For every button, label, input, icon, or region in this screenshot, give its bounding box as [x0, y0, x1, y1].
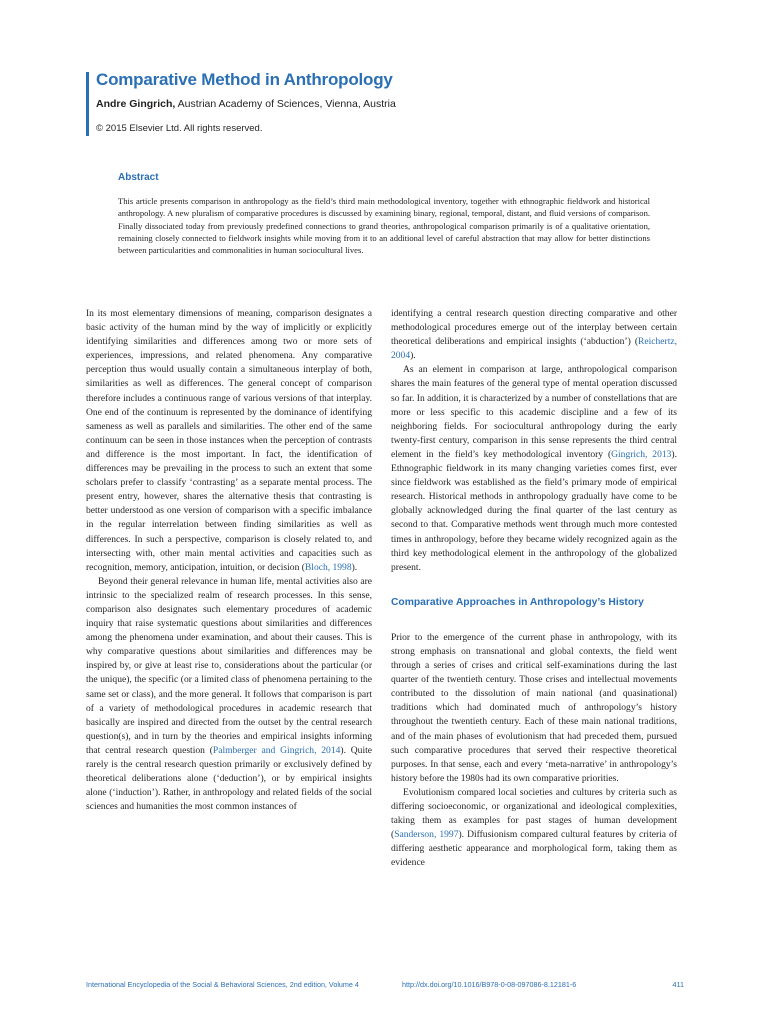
- abstract-heading: Abstract: [118, 172, 159, 183]
- paragraph: [86, 575, 372, 815]
- left-column: [86, 307, 372, 814]
- paragraph: [391, 307, 677, 363]
- article-title: Comparative Method in Anthropology: [96, 70, 393, 89]
- paragraph-text: ).: [351, 561, 358, 573]
- paragraph-text: Evolutionism compared local societies and cultures by criteria such as differing socioeconomic, or organizational and ideological complexities, taking them as examples for past stages of human development (: [391, 786, 677, 841]
- paragraph-text: In its most elementary dimensions of meaning, comparison designates a basic activity of the human mind by the way of implicitly or explicitly identifying similarities and differences among two or more sets of experiences, impressions, and related phenomena. Any comparative perception thus would usually contain a simultaneous interplay of both, similarities as well as differences. The general concept of comparison therefore includes a continuous range of various versions of that interplay. One end of the continuum is represented by the dominance of identifying sameness as well as parallels and similarities. The other end of the same continuum can be seen in those instances when the perception of contrasts and difference is the most important. In fact, the identification of differences may be prevailing in the process to such an extent that some scholars prefer to classify ‘contrasting’ as a separate mental process. The present entry, however, shares the alternative thesis that contrasting is better understood as one version of comparison with a specific imbalance in the regular interrelation between finding similarities as well as differences. In such a perspective, comparison is closely related to, and intersecting with, other main mental activities and capacities such as recognition, memory, anticipation, intuition, or decision (: [86, 308, 372, 573]
- citation-link[interactable]: Palmberger and Gingrich, 2014: [212, 744, 341, 756]
- paragraph-text: ). Ethnographic fieldwork in its many changing varieties comes first, ever since fieldwork was established as the field’s primary mode of empirical research. Historical methods in anthropology gradually have come to be globally acknowledged during the final quarter of the last century as second to that. Comparative methods went through much more contested times in anthropology, before they became widely recognized again as the third key methodological element in the anthropology of the globalized present.: [391, 448, 677, 573]
- paragraph: Prior to the emergence of the current phase in anthropology, with its strong emphasis on transnational and global contexts, the field went through a series of crises and critical self-examinations during the last quarter of the twentieth century. Those crises and intellectual movements contributed to the dissolution of main national (and quasinational) traditions which had dominated much of anthropology’s history throughout the twentieth century. Each of these main national traditions, and of the main phases of evolutionism that had preceded them, pursued such comparative procedures that served their respective theoretical purposes. In that sense, each and every ‘meta-narrative’ in anthropology’s history before the 1980s had its own comparative priorities.: [391, 631, 677, 784]
- citation-link[interactable]: Reichertz, 2004: [391, 336, 677, 362]
- paragraph-text: ).: [410, 350, 416, 362]
- author-affiliation: Austrian Academy of Sciences, Vienna, Austria: [175, 98, 396, 110]
- abstract-text: This article presents comparison in anthropology as the field’s third main methodological inventory, together with ethnographic fieldwork and historical anthropology. A new pluralism of comparative procedures is discussed by examining binary, regional, temporal, distant, and fluid versions of comparison. Finally dissociated today from previously predefined connections to grand theories, anthropological comparison primarily is of a qualitative orientation, remaining closely connected to fieldwork insights while moving from it to an additional level of careful abstraction that may allow for better distinctions between particularities and commonalities in human sociocultural lives.: [118, 196, 650, 256]
- paragraph-text: ). Diffusionism compared cultural features by criteria of differing aesthetic appearance and morphological form, taking them as evidence: [391, 829, 678, 869]
- footer-journal: International Encyclopedia of the Social & Behavioral Sciences, 2nd edition, Volume 4: [86, 980, 359, 989]
- author-name: Andre Gingrich,: [96, 98, 176, 110]
- citation-link[interactable]: Gingrich, 2013: [611, 448, 672, 460]
- paragraph: [86, 307, 372, 575]
- right-column: [391, 307, 677, 870]
- paragraph-text: ). Quite rarely is the central research question primarily or exclusively defined by theoretical deliberations alone (‘deduction’), or by empirical insights alone (‘induction’). Rather, in anthropology and related fields of the social sciences and humanities the most common instances of: [86, 744, 372, 813]
- paragraph-text: Beyond their general relevance in human life, mental activities also are intrinsic to the specialized realm of research processes. In this sense, comparison also designates such elementary procedures of academic inquiry that raise systematic questions about similarities and differences among the phenomena under examination, and about their causes. This is why comparative questions about similarities and differences may be inspired by, or give at least rise to, considerations about the particular (or the unique), the specific (or a limited class of phenomena pertaining to the same set or class), and the more general. It follows that comparison is part of a variety of methodological procedures in academic research that basically are inspired and directed from the outset by the central research question(s), and in turn by the theories and empirical insights informing that central research question (: [86, 575, 372, 756]
- paragraph-text: identifying a central research question directing comparative and other methodological procedures emerge out of the interplay between certain theoretical deliberations and empirical insights (‘abduction’) (: [391, 308, 677, 348]
- citation-link[interactable]: Bloch, 1998: [304, 561, 352, 573]
- paragraph: [391, 363, 677, 574]
- citation-link[interactable]: Sanderson, 1997: [394, 829, 459, 841]
- paragraph-text: As an element in comparison at large, anthropological comparison shares the main features of the general type of mental operation discussed so far. In addition, it is characterized by a number of constellations that are more or less specific to this academic discipline and a few of its neighboring fields. For sociocultural anthropology during the early twenty-first century, comparison in this sense represents the third central element in the field’s key methodological inventory (: [391, 364, 677, 460]
- page-number: 411: [672, 980, 684, 989]
- footer-doi-link[interactable]: http://dx.doi.org/10.1016/B978-0-08-097086-8.12181-6: [402, 980, 577, 989]
- copyright-notice: © 2015 Elsevier Ltd. All rights reserved.: [96, 123, 263, 134]
- author-line: [96, 98, 396, 110]
- section-heading: Comparative Approaches in Anthropology’s History: [391, 596, 644, 608]
- title-accent-bar: [86, 72, 89, 136]
- paragraph: [391, 786, 677, 871]
